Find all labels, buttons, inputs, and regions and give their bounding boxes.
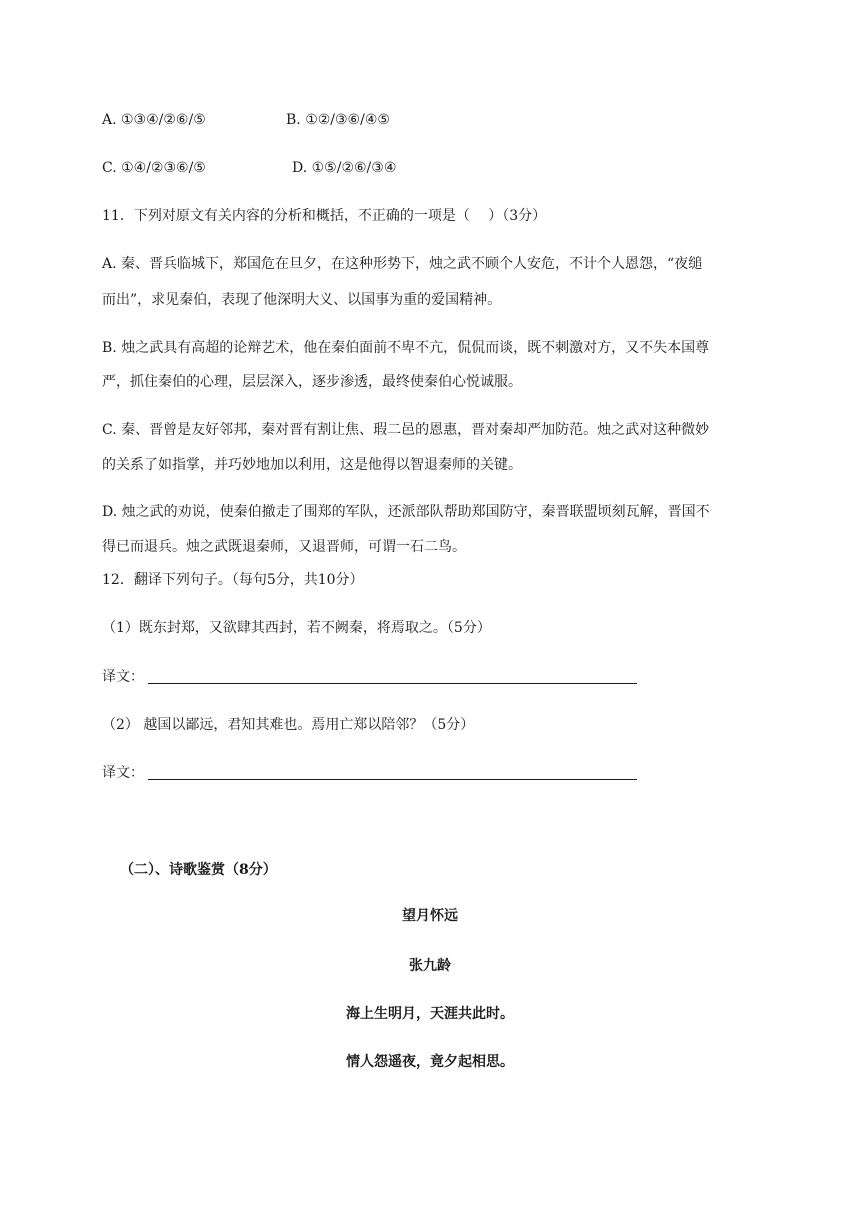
q12-sentence-2: （2） 越国以鄙远，君知其难也。焉用亡郑以陪邻？（5分） <box>102 717 475 733</box>
q11-option-d-line1: D. 烛之武的劝说，使秦伯撤走了围郑的军队，还派部队帮助郑国防守，秦晋联盟顷刻瓦解，晋国不 <box>102 504 710 520</box>
q12-answer-label-1: 译文： <box>102 669 144 685</box>
q11-option-d-line2: 得已而退兵。烛之武既退秦师，又退晋师，可谓一石二鸟。 <box>102 539 466 555</box>
q11-option-c-line2: 的关系了如指掌，并巧妙地加以利用，这是他得以智退秦师的关键。 <box>102 457 522 473</box>
q11-option-a-line2: 而出”，求见秦伯，表现了他深明大义、以国事为重的爱国精神。 <box>102 292 502 308</box>
q11-stem: 11．下列对原文有关内容的分析和概括，不正确的一项是（ ）（3分） <box>102 208 547 224</box>
q12-answer-blank-1[interactable] <box>148 683 637 684</box>
q11-option-c-line1: C. 秦、晋曾是友好邻邦，秦对晋有割让焦、瑕二邑的恩惠，晋对秦却严加防范。烛之武对这种微妙 <box>102 422 710 438</box>
poem-line-2: 情人怨遥夜，竟夕起相思。 <box>346 1054 514 1070</box>
poem-title: 望月怀远 <box>402 908 458 924</box>
poem-line-1: 海上生明月，天涯共此时。 <box>346 1006 514 1022</box>
q10-option-d: D. ①⑤/②⑥/③④ <box>292 160 397 176</box>
q11-option-b-line2: 严，抓住秦伯的心理，层层深入，逐步渗透，最终使秦伯心悦诚服。 <box>102 374 522 390</box>
q12-answer-label-2: 译文： <box>102 765 144 781</box>
section-heading: （二）、诗歌鉴赏（8分） <box>120 862 277 878</box>
q11-option-b-line1: B. 烛之武具有高超的论辩艺术，他在秦伯面前不卑不亢，侃侃而谈，既不刺激对方，又不失本国尊 <box>102 340 710 356</box>
q11-option-a-line1: A. 秦、晋兵临城下，郑国危在旦夕，在这种形势下，烛之武不顾个人安危，不计个人恩怨，“夜缒 <box>102 256 703 272</box>
q10-option-a: A. ①③④/②⑥/⑤ <box>102 112 206 128</box>
q12-sentence-1: （1）既东封郑，又欲肆其西封，若不阙秦，将焉取之。（5分） <box>102 620 491 636</box>
poem-author: 张九龄 <box>409 958 451 974</box>
q10-option-c: C. ①④/②③⑥/⑤ <box>102 160 206 176</box>
q12-answer-blank-2[interactable] <box>148 779 637 780</box>
q10-option-b: B. ①②/③⑥/④⑤ <box>286 112 390 128</box>
q12-stem: 12．翻译下列句子。（每句5分，共10分） <box>102 572 364 588</box>
